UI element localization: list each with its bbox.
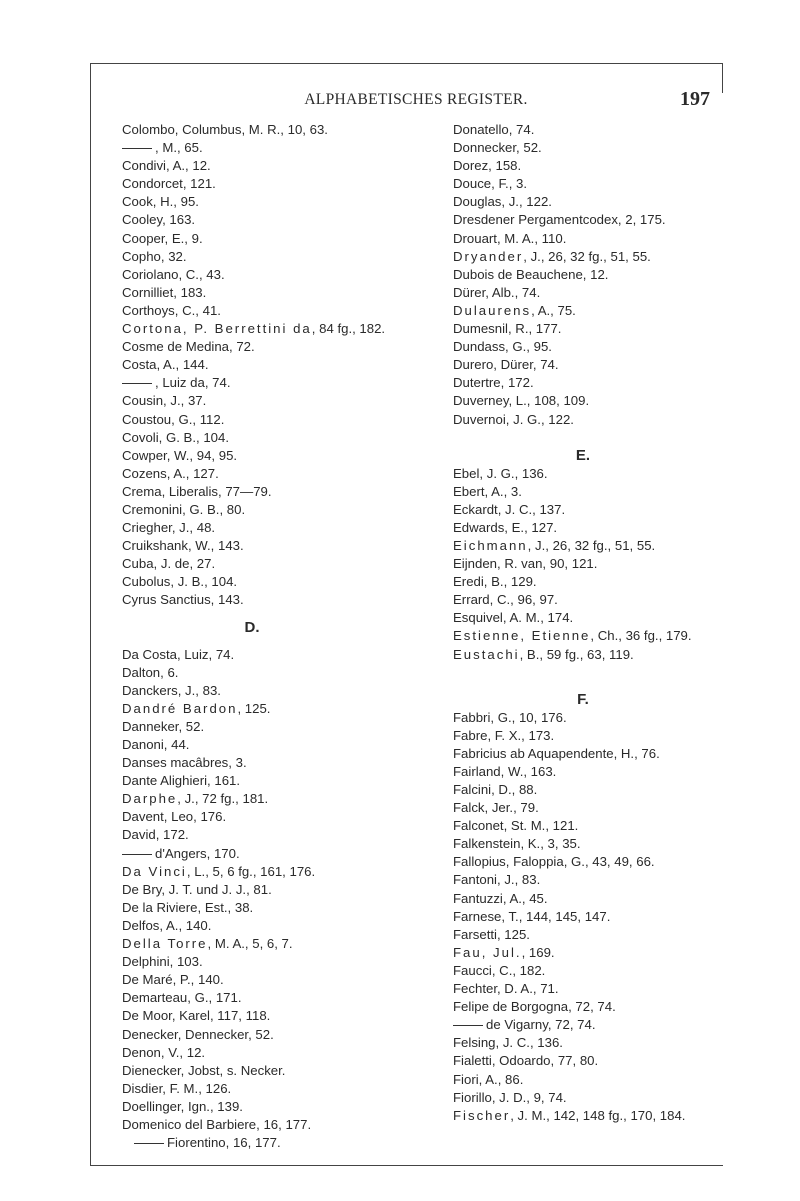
entry-text: Cooley, 163. xyxy=(122,212,196,228)
index-entry xyxy=(453,609,753,627)
entry-rest: , Ch., 36 fg., 179. xyxy=(590,628,692,644)
left-column xyxy=(122,121,422,1152)
entry-text: Edwards, E., 127. xyxy=(453,519,558,535)
entry-text: Ebel, J. G., 136. xyxy=(453,465,548,481)
entry-text: Cook, H., 95. xyxy=(122,194,199,210)
entry-text: Esquivel, A. M., 174. xyxy=(453,610,574,626)
entry-text: Demarteau, G., 171. xyxy=(122,990,242,1006)
entry-text: Drouart, M. A., 110. xyxy=(453,230,567,246)
entry-rest: , L., 5, 6 fg., 161, 176. xyxy=(186,863,316,879)
index-entry xyxy=(453,591,753,609)
index-entry xyxy=(122,1007,422,1025)
index-entry xyxy=(453,998,753,1016)
entry-text: Copho, 32. xyxy=(122,248,187,264)
entry-text: Domenico del Barbiere, 16, 177. xyxy=(122,1116,312,1132)
index-entry xyxy=(122,845,422,863)
entry-text: Coustou, G., 112. xyxy=(122,411,225,427)
index-entry xyxy=(122,429,422,447)
entry-text: Donnecker, 52. xyxy=(453,140,542,156)
entry-text: Donatello, 74. xyxy=(453,122,535,137)
entry-name-spaced: Eichmann xyxy=(453,537,528,553)
entry-text: Falcini, D., 88. xyxy=(453,782,538,797)
index-entry xyxy=(122,537,422,555)
index-entry xyxy=(122,953,422,971)
ditto-dash xyxy=(134,1143,164,1144)
index-entry xyxy=(122,1080,422,1098)
entry-name-spaced: Dulaurens xyxy=(453,302,532,318)
entry-name-spaced: Eustachi xyxy=(453,646,520,662)
entry-text: Cozens, A., 127. xyxy=(122,465,219,481)
entry-text: Dresdener Pergamentcodex, 2, 175. xyxy=(453,212,666,228)
entry-text: Duverney, L., 108, 109. xyxy=(453,393,590,409)
entry-text: Cruikshank, W., 143. xyxy=(122,538,244,554)
entry-text: David, 172. xyxy=(122,827,189,843)
entry-text: Farnese, T., 144, 145, 147. xyxy=(453,908,611,924)
entry-rest: , J., 26, 32 fg., 51, 55. xyxy=(523,248,651,264)
entry-text: Dutertre, 172. xyxy=(453,375,534,391)
index-entry xyxy=(122,863,422,881)
index-entry xyxy=(122,447,422,465)
entry-text: Coriolano, C., 43. xyxy=(122,266,225,282)
index-entry xyxy=(453,709,753,727)
entry-text: Cremonini, G. B., 80. xyxy=(122,501,246,517)
index-entry xyxy=(122,411,422,429)
entry-text: Colombo, Columbus, M. R., 10, 63. xyxy=(122,122,328,137)
entry-text: Crema, Liberalis, 77—79. xyxy=(122,483,272,499)
index-entry xyxy=(453,302,753,320)
entry-text: Danoni, 44. xyxy=(122,737,190,752)
entry-text: Doellinger, Ign., 139. xyxy=(122,1098,243,1114)
index-entry xyxy=(453,519,753,537)
entry-text: Condorcet, 121. xyxy=(122,176,216,192)
entry-text: Davent, Leo, 176. xyxy=(122,809,227,825)
entry-text: De Bry, J. T. und J. J., 81. xyxy=(122,881,272,897)
index-entry xyxy=(122,501,422,519)
entry-text: Falkenstein, K., 3, 35. xyxy=(453,836,581,852)
section-letter-f: F. xyxy=(577,690,589,708)
index-entry xyxy=(453,356,753,374)
index-entry xyxy=(453,853,753,871)
index-entry xyxy=(122,248,422,266)
index-entry xyxy=(453,763,753,781)
entry-text: Cuba, J. de, 27. xyxy=(122,556,216,572)
index-entry xyxy=(453,483,753,501)
index-entry xyxy=(453,980,753,998)
entry-text: Faucci, C., 182. xyxy=(453,962,546,978)
entry-text: Denecker, Dennecker, 52. xyxy=(122,1026,274,1042)
section-letter-e: E. xyxy=(575,446,591,464)
entry-text: Felipe de Borgogna, 72, 74. xyxy=(453,999,616,1015)
index-entry xyxy=(122,121,422,139)
entry-text: Farsetti, 125. xyxy=(453,926,530,942)
index-entry xyxy=(122,157,422,175)
entry-text: Dante Alighieri, 161. xyxy=(122,773,241,789)
index-entry xyxy=(453,1071,753,1089)
index-entry xyxy=(453,1089,753,1107)
index-entry xyxy=(122,989,422,1007)
entry-text: Falconet, St. M., 121. xyxy=(453,818,579,834)
index-entry xyxy=(453,926,753,944)
entry-text: Fialetti, Odoardo, 77, 80. xyxy=(453,1053,599,1069)
entry-text: Fiorillo, J. D., 9, 74. xyxy=(453,1089,567,1105)
index-entry xyxy=(453,555,753,573)
index-entry xyxy=(122,718,422,736)
index-entry xyxy=(122,1098,422,1116)
frame-top-rule xyxy=(90,63,723,64)
entry-text: Fallopius, Faloppia, G., 43, 49, 66. xyxy=(453,854,655,870)
entry-text: Eckardt, J. C., 137. xyxy=(453,501,566,517)
index-entry xyxy=(453,646,753,664)
index-entry xyxy=(453,1016,753,1034)
entry-rest: , J. M., 142, 148 fg., 170, 184. xyxy=(510,1107,686,1123)
index-entry xyxy=(122,139,422,157)
entry-text: Felsing, J. C., 136. xyxy=(453,1035,563,1051)
entry-rest: , J., 72 fg., 181. xyxy=(177,791,269,807)
index-entry xyxy=(453,266,753,284)
entry-text: Cubolus, J. B., 104. xyxy=(122,574,238,590)
ditto-dash xyxy=(122,383,152,384)
index-entry xyxy=(453,392,753,410)
entry-name-spaced: Estienne, Etienne xyxy=(453,628,591,644)
index-entry xyxy=(453,248,753,266)
entry-text: Fabbri, G., 10, 176. xyxy=(453,709,567,725)
d-entries-list xyxy=(122,646,422,1153)
entry-text: Dubois de Beauchene, 12. xyxy=(453,266,609,282)
entry-text: Eijnden, R. van, 90, 121. xyxy=(453,556,598,572)
frame-left-rule xyxy=(90,63,91,1165)
index-entry xyxy=(453,890,753,908)
index-entry xyxy=(122,230,422,248)
page-title: ALPHABETISCHES REGISTER. xyxy=(304,91,528,108)
index-entry xyxy=(122,1134,422,1152)
entry-name-spaced: Cortona, P. Berrettini da xyxy=(122,321,312,337)
entry-text: Douce, F., 3. xyxy=(453,176,528,192)
index-entry xyxy=(122,935,422,953)
entry-text: Fabre, F. X., 173. xyxy=(453,727,555,743)
ditto-dash xyxy=(122,148,152,149)
index-entry xyxy=(122,664,422,682)
entry-name-spaced: Darphe xyxy=(122,791,178,807)
index-entry xyxy=(453,320,753,338)
entry-text: Cyrus Sanctius, 143. xyxy=(122,592,244,608)
index-entry xyxy=(122,917,422,935)
index-entry xyxy=(122,808,422,826)
index-entry xyxy=(122,284,422,302)
entry-text: Duvernoi, J. G., 122. xyxy=(453,411,574,427)
index-entry xyxy=(453,230,753,248)
entry-rest: , 169. xyxy=(521,944,555,960)
entry-text: Cooper, E., 9. xyxy=(122,230,203,246)
entry-text: Cosme de Medina, 72. xyxy=(122,339,255,355)
entry-text: Fabricius ab Aquapendente, H., 76. xyxy=(453,745,660,761)
index-entry xyxy=(453,284,753,302)
index-entry xyxy=(122,646,422,664)
index-entry xyxy=(122,483,422,501)
entry-text: de Vigarny, 72, 74. xyxy=(486,1017,596,1033)
index-entry xyxy=(122,826,422,844)
index-entry xyxy=(122,1044,422,1062)
e-entries-list xyxy=(453,465,753,664)
frame-right-rule xyxy=(722,63,723,93)
entry-text: Dundass, G., 95. xyxy=(453,339,552,355)
index-entry xyxy=(453,411,753,429)
index-entry xyxy=(453,781,753,799)
entry-rest: , M. A., 5, 6, 7. xyxy=(207,936,293,952)
index-entry xyxy=(122,736,422,754)
d-entries-list-continued xyxy=(453,121,753,429)
entry-rest: , 125. xyxy=(237,700,271,716)
index-entry xyxy=(453,817,753,835)
index-entry xyxy=(122,465,422,483)
entry-text: , M., 65. xyxy=(155,140,203,156)
index-entry xyxy=(122,555,422,573)
index-entry xyxy=(453,175,753,193)
index-entry xyxy=(453,121,753,139)
entry-text: Dalton, 6. xyxy=(122,664,179,680)
index-entry xyxy=(453,374,753,392)
index-entry xyxy=(122,971,422,989)
ditto-dash xyxy=(122,854,152,855)
entry-text: De Maré, P., 140. xyxy=(122,972,224,988)
index-entry xyxy=(453,835,753,853)
index-entry xyxy=(122,302,422,320)
index-entry xyxy=(122,519,422,537)
index-entry xyxy=(122,338,422,356)
entry-text: Delfos, A., 140. xyxy=(122,917,212,933)
index-entry xyxy=(122,1116,422,1134)
index-entry xyxy=(122,374,422,392)
entry-text: , Luiz da, 74. xyxy=(155,375,231,391)
entry-text: Dumesnil, R., 177. xyxy=(453,321,562,337)
entry-text: De la Riviere, Est., 38. xyxy=(122,899,254,915)
entry-text: d'Angers, 170. xyxy=(155,845,240,861)
entry-text: Denon, V., 12. xyxy=(122,1044,206,1060)
ditto-dash xyxy=(453,1025,483,1026)
index-entry xyxy=(453,745,753,763)
index-entry xyxy=(453,799,753,817)
index-entry xyxy=(122,392,422,410)
entry-text: Eredi, B., 129. xyxy=(453,574,537,590)
entry-text: Danses macâbres, 3. xyxy=(122,755,247,771)
index-entry xyxy=(453,573,753,591)
entry-text: Fantuzzi, A., 45. xyxy=(453,890,548,906)
entry-text: Fairland, W., 163. xyxy=(453,763,557,779)
entry-text: Criegher, J., 48. xyxy=(122,520,216,536)
index-entry xyxy=(453,501,753,519)
index-entry xyxy=(122,356,422,374)
page-number: 197 xyxy=(680,88,710,110)
entry-text: Fiori, A., 86. xyxy=(453,1071,524,1087)
entry-rest: , J., 26, 32 fg., 51, 55. xyxy=(527,537,656,553)
index-entry xyxy=(122,1062,422,1080)
entry-text: Da Costa, Luiz, 74. xyxy=(122,646,235,662)
index-entry xyxy=(122,266,422,284)
index-entry xyxy=(122,682,422,700)
entry-text: Fantoni, J., 83. xyxy=(453,872,541,888)
entry-text: Fiorentino, 16, 177. xyxy=(167,1135,281,1151)
entry-text: Disdier, F. M., 126. xyxy=(122,1080,232,1096)
entry-text: Corthoys, C., 41. xyxy=(122,302,221,318)
entry-text: Cowper, W., 94, 95. xyxy=(122,447,238,463)
index-entry xyxy=(122,211,422,229)
right-column xyxy=(453,121,753,1125)
index-entry xyxy=(122,573,422,591)
index-entry xyxy=(122,772,422,790)
entry-text: Errard, C., 96, 97. xyxy=(453,592,558,608)
entry-text: Costa, A., 144. xyxy=(122,357,209,373)
index-entry xyxy=(122,700,422,718)
index-entry xyxy=(453,139,753,157)
index-entry xyxy=(122,1026,422,1044)
entry-text: Condivi, A., 12. xyxy=(122,158,211,174)
entry-text: Danckers, J., 83. xyxy=(122,682,221,698)
entry-text: Cornilliet, 183. xyxy=(122,284,207,300)
entry-text: Dorez, 158. xyxy=(453,158,522,174)
entry-name-spaced: Della Torre xyxy=(122,936,208,952)
index-entry xyxy=(122,175,422,193)
index-entry xyxy=(122,320,422,338)
entry-text: Danneker, 52. xyxy=(122,718,205,734)
entry-rest: , A., 75. xyxy=(531,302,576,318)
entry-name-spaced: Dandré Bardon xyxy=(122,700,238,716)
index-entry xyxy=(453,908,753,926)
index-entry xyxy=(453,338,753,356)
index-entry xyxy=(453,627,753,645)
index-entry xyxy=(122,591,422,609)
entry-name-spaced: Dryander xyxy=(453,248,524,264)
entry-text: Ebert, A., 3. xyxy=(453,483,522,499)
index-entry xyxy=(453,1107,753,1125)
entry-text: Cousin, J., 37. xyxy=(122,393,207,409)
index-entry xyxy=(122,754,422,772)
page-header xyxy=(122,88,710,115)
frame-bottom-rule xyxy=(90,1165,723,1166)
c-entries-list xyxy=(122,121,422,610)
f-entries-list xyxy=(453,709,753,1125)
index-entry xyxy=(453,1034,753,1052)
index-entry xyxy=(122,193,422,211)
index-entry xyxy=(453,193,753,211)
section-letter-d: D. xyxy=(244,618,260,636)
entry-text: Delphini, 103. xyxy=(122,954,203,970)
index-entry xyxy=(453,1052,753,1070)
index-entry xyxy=(122,899,422,917)
entry-name-spaced: Fau, Jul. xyxy=(453,944,522,960)
index-entry xyxy=(453,465,753,483)
entry-text: Fechter, D. A., 71. xyxy=(453,981,559,997)
entry-text: Dürer, Alb., 74. xyxy=(453,284,541,300)
index-entry xyxy=(122,790,422,808)
index-entry xyxy=(453,157,753,175)
index-entry xyxy=(122,881,422,899)
entry-name-spaced: Da Vinci xyxy=(122,863,187,879)
entry-text: Dienecker, Jobst, s. Necker. xyxy=(122,1062,286,1078)
index-entry xyxy=(453,211,753,229)
index-entry xyxy=(453,871,753,889)
entry-name-spaced: Fischer xyxy=(453,1107,511,1123)
entry-text: Douglas, J., 122. xyxy=(453,194,552,210)
index-entry xyxy=(453,727,753,745)
entry-text: De Moor, Karel, 117, 118. xyxy=(122,1008,271,1024)
entry-text: Covoli, G. B., 104. xyxy=(122,429,230,445)
entry-text: Falck, Jer., 79. xyxy=(453,800,539,816)
index-entry xyxy=(453,537,753,555)
index-entry xyxy=(453,944,753,962)
entry-text: Durero, Dürer, 74. xyxy=(453,357,559,373)
entry-rest: , 84 fg., 182. xyxy=(311,321,386,337)
index-entry xyxy=(453,962,753,980)
entry-rest: , B., 59 fg., 63, 119. xyxy=(519,646,634,662)
